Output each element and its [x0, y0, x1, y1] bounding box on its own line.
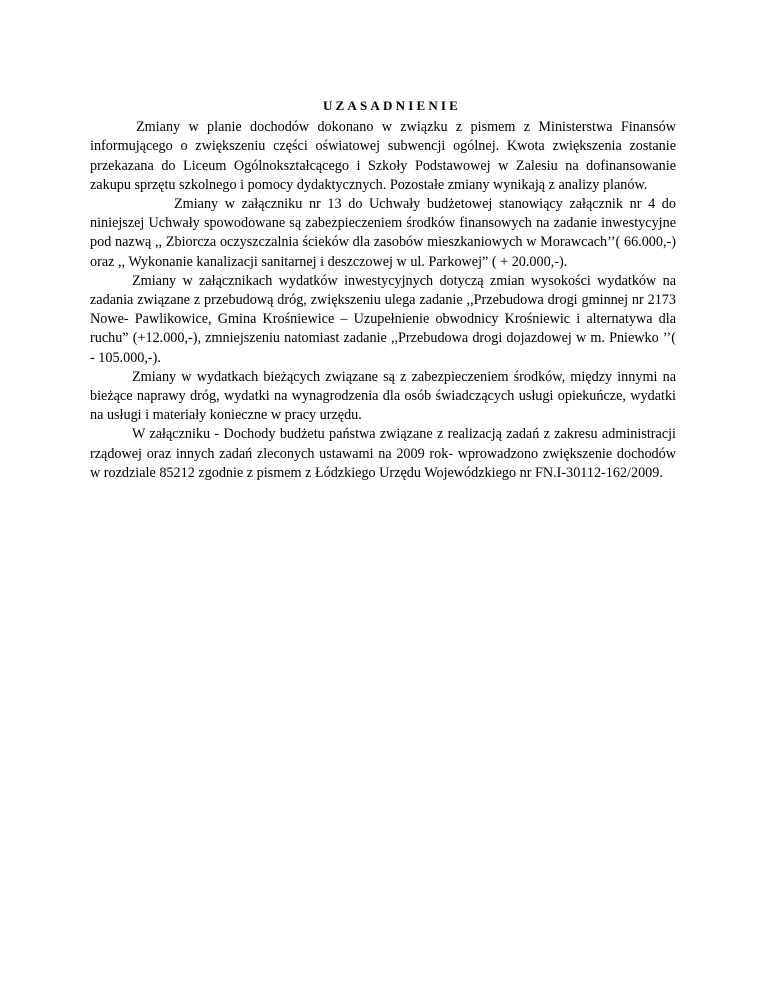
document-page	[90, 96, 676, 483]
paragraph-attachment-13: Zmiany w załączniku nr 13 do Uchwały budżetowej stanowiący załącznik nr 4 do niniejszej Uchwały spowodowane są zabezpieczeniem środków finansowych na zadanie inwestycyjne pod nazwą ,, Zbiorcza oczyszczalnia ścieków dla zasobów mieszkaniowych w Morawcach’’( 66.000,-) oraz ,, Wykonanie kanalizacji sanitarnej i deszczowej w ul. Parkowej” ( + 20.000,-).	[90, 196, 676, 270]
paragraph-state-budget-revenue: W załączniku - Dochody budżetu państwa związane z realizacją zadań z zakresu administracji rządowej oraz innych zadań zleconych ustawami na 2009 rok- wprowadzono zwiększenie dochodów w rozdziale 85212 zgodnie z pismem z Łódzkiego Urzędu Wojewódzkiego nr FN.I-30112-162/2009.	[90, 426, 676, 481]
paragraph-revenue-changes: Zmiany w planie dochodów dokonano w związku z pismem z Ministerstwa Finansów informującego o zwiększeniu części oświatowej subwencji ogólnej. Kwota zwiększenia zostanie przekazana do Liceum Ogólnokształcącego i Szkoły Podstawowej w Zalesiu na dofinansowanie zakupu sprzętu szkolnego i pomocy dydaktycznych. Pozostałe zmiany wynikają z analizy planów.	[90, 119, 676, 193]
paragraph-investment-expenses: Zmiany w załącznikach wydatków inwestycyjnych dotyczą zmian wysokości wydatków na zadania związane z przebudową dróg, zwiększeniu ulega zadanie ,,Przebudowa drogi gminnej nr 2173 Nowe- Pawlikowice, Gmina Krośniewice – Uzupełnienie obwodnicy Krośniewic i alternatywa dla ruchu” (+12.000,-), zmniejszeniu natomiast zadanie ,,Przebudowa drogi dojazdowej w m. Pniewko ’’( - 105.000,-).	[90, 272, 676, 366]
document-title: UZASADNIENIE	[322, 98, 462, 113]
paragraph-current-expenses: Zmiany w wydatkach bieżących związane są z zabezpieczeniem środków, między innymi na bieżące naprawy dróg, wydatki na wynagrodzenia dla osób świadczących usługi opiekuńcze, wydatki na usługi i materiały konieczne w pracy urzędu.	[90, 368, 676, 424]
